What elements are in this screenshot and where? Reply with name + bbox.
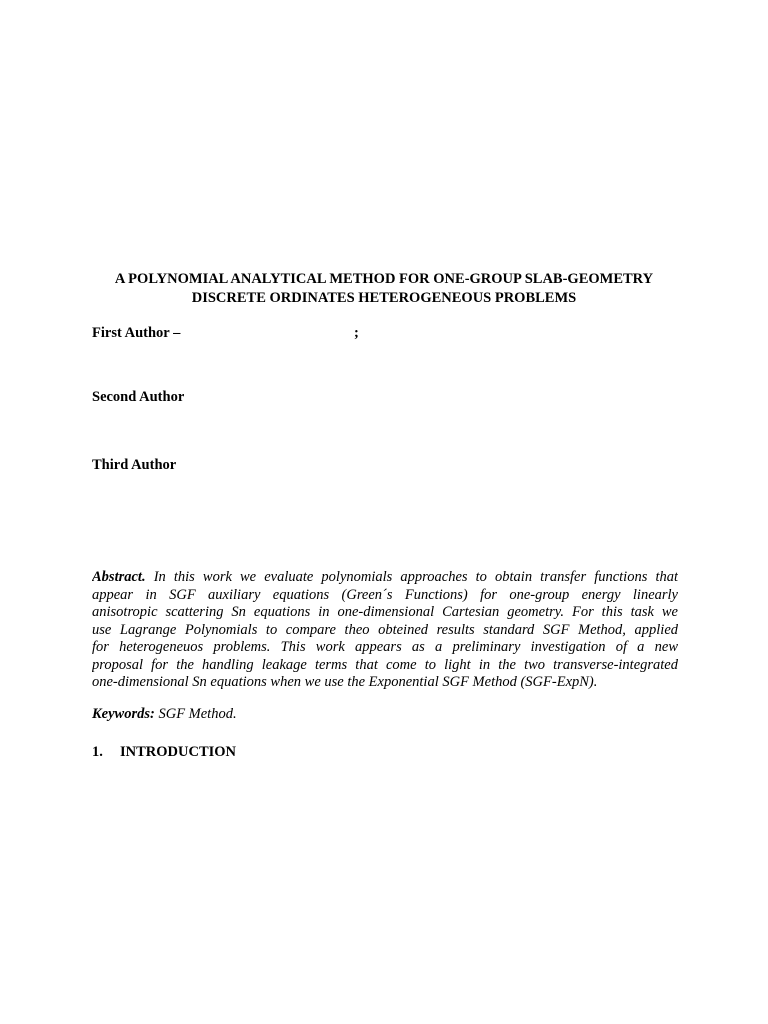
abstract-label: Abstract. xyxy=(92,569,146,585)
title-line-2: DISCRETE ORDINATES HETEROGENEOUS PROBLEMS xyxy=(191,290,577,306)
abstract xyxy=(92,569,678,692)
abstract-line-6: proposal for the handling leakage terms that come to light in the two transverse-integrated xyxy=(92,656,678,673)
section-title: INTRODUCTION xyxy=(120,744,237,760)
keywords-label: Keywords: xyxy=(92,706,155,722)
keywords-text: SGF Method. xyxy=(158,706,237,722)
second-author: Second Author xyxy=(92,389,185,405)
abstract-line-7: one-dimensional Sn equations when we use the Exponential SGF Method (SGF-ExpN). xyxy=(92,674,598,690)
first-author: First Author – xyxy=(92,325,181,341)
section-number: 1. xyxy=(92,744,103,760)
paper-title xyxy=(80,270,688,308)
abstract-line-3: anisotropic scattering Sn equations in one-dimensional Cartesian geometry. For this task we xyxy=(92,604,678,620)
title-line-1: A POLYNOMIAL ANALYTICAL METHOD FOR ONE-GROUP SLAB-GEOMETRY xyxy=(114,271,654,287)
keywords xyxy=(92,705,237,723)
third-author: Third Author xyxy=(92,457,177,473)
abstract-line-4: use Lagrange Polynomials to compare theo obteined results standard SGF Method, applied xyxy=(92,621,678,638)
abstract-line-5: for heterogeneuos problems. This work appears as a preliminary investigation of a new xyxy=(92,639,678,655)
abstract-text-line-1: In this work we evaluate polynomials approaches to obtain transfer functions that xyxy=(153,569,678,585)
first-author-separator: ; xyxy=(354,325,359,341)
abstract-line-1 xyxy=(92,569,678,587)
abstract-line-2: appear in SGF auxiliary equations (Green´s Functions) for one-group energy linearly xyxy=(92,586,678,603)
section-heading-introduction xyxy=(92,743,236,761)
